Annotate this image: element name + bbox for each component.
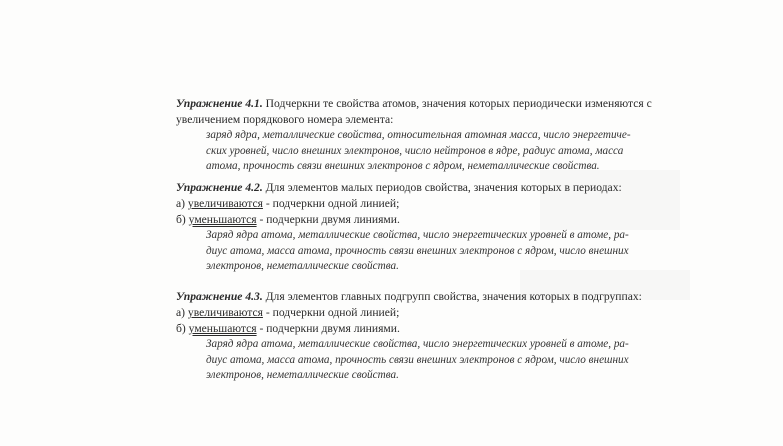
exercise-heading-line (176, 96, 736, 112)
option-b-prefix: б) (176, 213, 189, 226)
option-b-rest: - подчеркни двумя линиями. (256, 213, 400, 226)
option-b-word: уменьшаются (188, 322, 257, 335)
exercise-question: Для элементов главных подгрупп свойства, значения которых в подгруппах: (265, 290, 642, 303)
option-b-prefix: б) (176, 322, 189, 335)
option-a-prefix: а) (176, 306, 188, 319)
option-a (176, 196, 736, 212)
option-a-word: увеличиваются (187, 306, 263, 319)
exercise-question-continued: увеличением порядкового номера элемента: (176, 113, 394, 126)
exercise-body-line: электронов, неметаллические свойства. (206, 260, 399, 272)
exercise-body-line: диус атома, масса атома, прочность связи внешних электронов с ядром, число внешних (206, 353, 629, 366)
exercise-heading-line (176, 180, 736, 196)
exercise-body-line: атома, прочность связи внешних электронов с ядром, неметаллические свойства. (206, 160, 600, 172)
option-a (176, 305, 736, 321)
exercise-question: Для элементов малых периодов свойства, значения которых в периодах: (265, 181, 622, 194)
option-a-prefix: а) (176, 197, 188, 210)
option-a-rest: - подчеркни одной линией; (262, 197, 400, 210)
exercise-body-line: Заряд ядра атома, металлические свойства, число энергетических уровней в атоме, ра- (206, 338, 629, 350)
option-a-word: увеличиваются (187, 197, 263, 210)
option-b (176, 212, 736, 228)
exercise-4-2 (176, 180, 736, 275)
exercise-4-1 (176, 96, 736, 175)
option-a-rest: - подчеркни одной линией; (262, 306, 400, 319)
exercise-body-line: Заряд ядра атома, металлические свойства, число энергетических уровней в атоме, ра- (206, 229, 629, 241)
exercise-body-line: электронов, неметаллические свойства. (206, 369, 399, 381)
exercise-title: Упражнение 4.2. (176, 181, 263, 194)
exercise-body-line: заряд ядра, металлические свойства, относительная атомная масса, число энергетиче- (206, 129, 631, 141)
option-b-word: уменьшаются (188, 213, 257, 226)
exercise-body-line: диус атома, масса атома, прочность связи внешних электронов с ядром, число внешних (206, 244, 629, 257)
exercise-body-line: ских уровней, число внешних электронов, число нейтронов в ядре, радиус атома, масса (206, 144, 624, 157)
exercise-title: Упражнение 4.3. (176, 290, 263, 303)
exercise-4-3 (176, 289, 736, 384)
option-b (176, 321, 736, 337)
exercise-heading-line (176, 289, 736, 305)
exercise-question: Подчеркни те свойства атомов, значения которых периодически изменяются с (265, 97, 652, 110)
exercise-title: Упражнение 4.1. (176, 97, 263, 110)
option-b-rest: - подчеркни двумя линиями. (256, 322, 400, 335)
